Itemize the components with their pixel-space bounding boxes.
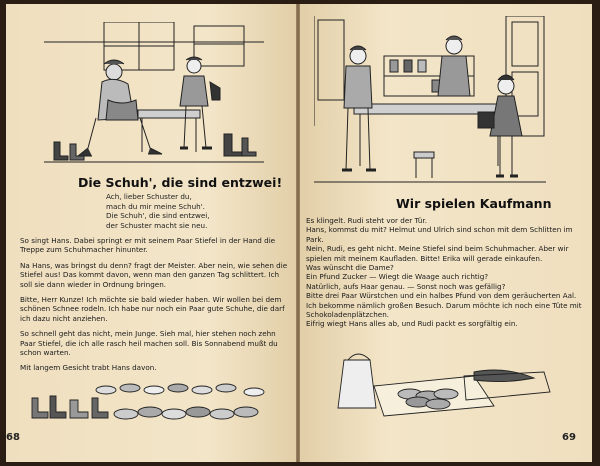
page-number-left: 68: [6, 432, 20, 443]
shoemaker-workshop-illustration: [44, 22, 264, 170]
shoemaker-poem: [106, 192, 210, 230]
left-page-text: [20, 236, 288, 379]
text-line: Eifrig wiegt Hans alles ab, und Rudi packt es sorgfältig ein.: [306, 319, 518, 329]
poem-line: mach du mir meine Schuh'.: [106, 201, 205, 211]
left-page: [6, 4, 296, 462]
text-line: Hans, kommst du mit? Helmut und Ulrich sind schon mit dem Schlitten im Park.: [306, 225, 573, 244]
page-number-right: 69: [562, 432, 576, 443]
children-playing-shop-illustration: [314, 16, 546, 196]
paragraph: So schnell geht das nicht, mein Junge. Sieh mal, hier stehen noch zehn Paar Stiefel, die ich alle rasch heil machen soll. Bis Sonnabend mußt du schon warten.: [20, 329, 278, 358]
paragraph: Mit langem Gesicht trabt Hans davon.: [20, 363, 157, 373]
right-page-text: [306, 216, 586, 329]
text-line: Was wünscht die Dame?: [306, 263, 394, 273]
paragraph: Bitte, Herr Kunze! Ich möchte sie bald wieder haben. Wir wollen bei dem schönen Schnee rodeln. Ich habe nur noch ein Paar gute Schuhe, die darf ich dazu nicht anziehen.: [20, 295, 285, 323]
right-page-title: Wir spielen Kaufmann: [396, 196, 552, 211]
paragraph: So singt Hans. Dabei springt er mit seinem Paar Stiefel in der Hand die Treppe zum Schuhmacher hinunter.: [20, 236, 276, 255]
poem-line: der Schuster macht sie neu.: [106, 220, 208, 230]
text-line: Bitte drei Paar Würstchen und ein halbes Pfund von dem geräucherten Aal. Ich bekomme nämlich großen Besuch. Darum möchte ich noch eine Tüte mit Schokoladenplätzchen.: [306, 291, 582, 320]
rows-of-boots-illustration: [26, 368, 276, 426]
poem-line: Ach, lieber Schuster du,: [106, 192, 192, 201]
left-page-title: Die Schuh', die sind entzwei!: [78, 175, 283, 190]
right-page: [300, 4, 592, 462]
groceries-illustration: [314, 346, 554, 418]
text-line: Nein, Rudi, es geht nicht. Meine Stiefel sind beim Schuhmacher. Aber wir spielen mit meinem Kaufladen. Bitte! Erika will gerade einkaufen.: [306, 244, 569, 263]
poem-line: Die Schuh', die sind entzwei,: [106, 211, 210, 221]
paragraph: Na Hans, was bringst du denn? fragt der Meister. Aber nein, wie sehen die Stiefel aus! Das kommt davon, wenn man den ganzen Tag schlittert. Ich soll sie dann wieder in Ordnung bringen.: [20, 260, 288, 289]
text-line: Ein Pfund Zucker — Wiegt die Waage auch richtig?: [306, 272, 489, 282]
text-line: Natürlich, aufs Haar genau. — Sonst noch was gefällig?: [306, 281, 506, 291]
text-line: Es klingelt. Rudi steht vor der Tür.: [306, 216, 428, 225]
